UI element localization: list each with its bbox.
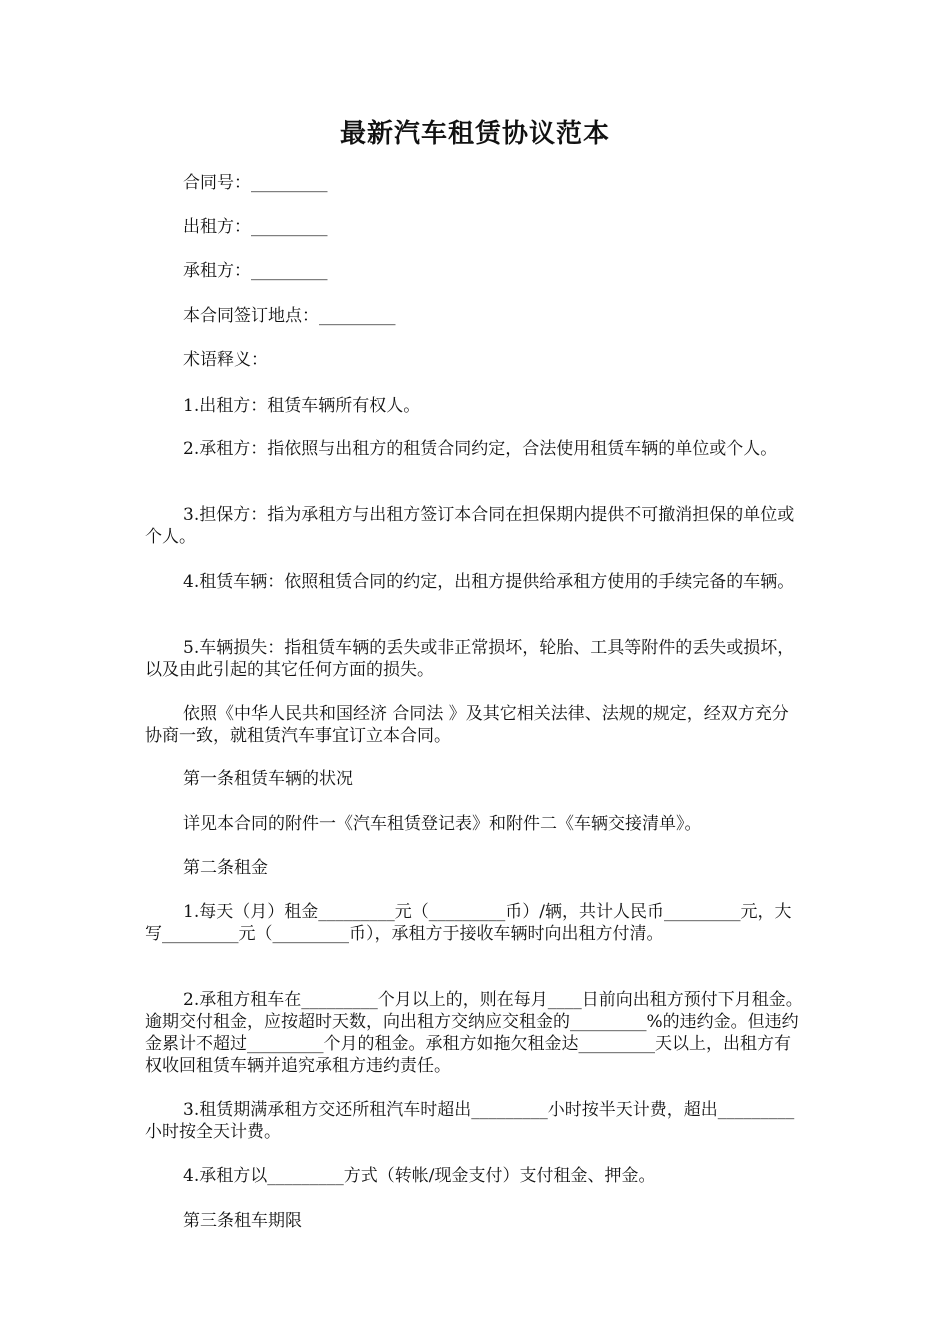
term-3: 3.担保方：指为承租方与出租方签订本合同在担保期内提供不可撤消担保的单位或个人。 xyxy=(145,505,795,547)
lessee-line: 承租方：_________ xyxy=(183,261,328,281)
rent-clause-3: 3.租赁期满承租方交还所租汽车时超出_________小时按半天计费，超出_________小时按全天计费。 xyxy=(145,1100,795,1142)
terms-heading: 术语释义： xyxy=(183,350,268,370)
term-4: 4.租赁车辆：依照租赁合同的约定，出租方提供给承租方使用的手续完备的车辆。 xyxy=(183,572,795,592)
contract-number-line: 合同号：_________ xyxy=(183,173,328,193)
article-1-body: 详见本合同的附件一《汽车租赁登记表》和附件二《车辆交接清单》。 xyxy=(183,814,702,834)
term-5: 5.车辆损失：指租赁车辆的丢失或非正常损坏，轮胎、工具等附件的丢失或损坏，以及由此引起的其它任何方面的损失。 xyxy=(145,638,795,680)
rent-clause-1: 1.每天（月）租金_________元（_________币）/辆，共计人民币_________元，大写_________元（_________币），承租方于接收车辆时向出租方付清。 xyxy=(145,902,792,944)
document-title: 最新汽车租赁协议范本 xyxy=(339,119,610,149)
article-3-heading: 第三条租车期限 xyxy=(183,1211,302,1231)
article-1-heading: 第一条租赁车辆的状况 xyxy=(183,769,353,789)
rent-clause-2: 2.承租方租车在_________个月以上的，则在每月____日前向出租方预付下月租金。逾期交付租金，应按超时天数，向出租方交纳应交租金的_________%的违约金。但违约金累计不超过_________个月的租金。承租方如拖欠租金达_________天以上，出租方有权收回租赁车辆并追究承租方违约责任。 xyxy=(145,990,803,1076)
legal-basis-paragraph: 依照《中华人民共和国经济 合同法 》及其它相关法律、法规的规定，经双方充分协商一致，就租赁汽车事宜订立本合同。 xyxy=(145,704,789,746)
rent-clause-4: 4.承租方以_________方式（转帐/现金支付）支付租金、押金。 xyxy=(183,1166,656,1186)
lessor-line: 出租方：_________ xyxy=(183,217,328,237)
signing-place-line: 本合同签订地点：_________ xyxy=(183,306,396,326)
article-2-heading: 第二条租金 xyxy=(183,858,268,878)
term-2: 2.承租方：指依照与出租方的租赁合同约定，合法使用租赁车辆的单位或个人。 xyxy=(183,439,778,459)
term-1: 1.出租方：租赁车辆所有权人。 xyxy=(183,396,421,416)
